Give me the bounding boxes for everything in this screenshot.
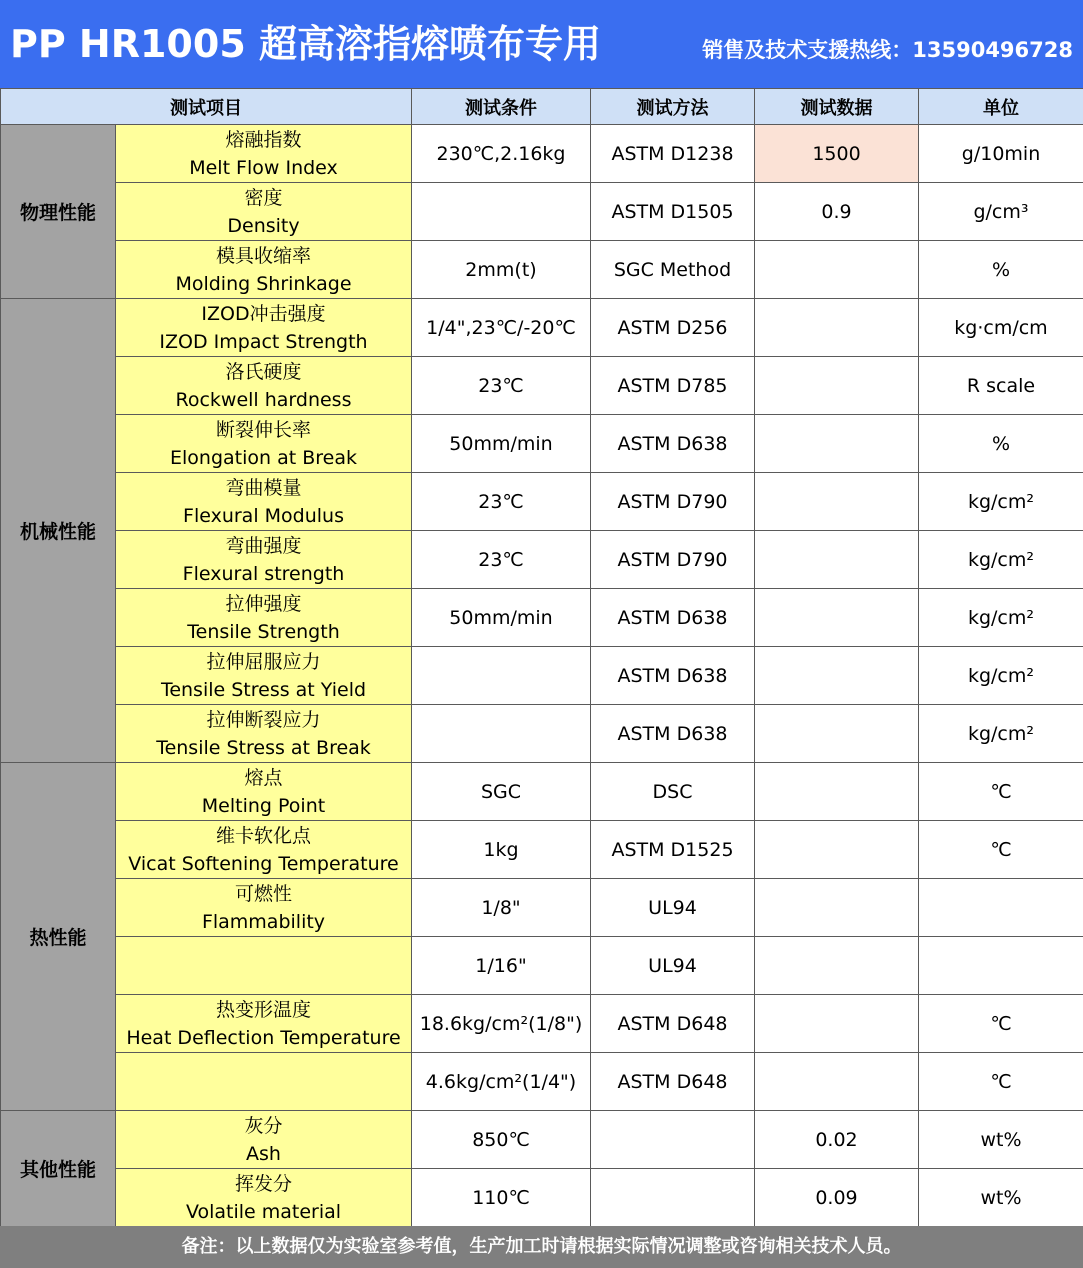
method-cell: ASTM D1505 [591,183,755,241]
item-cell [116,937,412,995]
item-name-zh: 拉伸断裂应力 [206,708,321,731]
item-cell [116,705,412,763]
category-mechanical: 机械性能 [1,299,116,763]
item-cell [116,647,412,705]
item-name-zh: 模具收缩率 [215,244,311,267]
method-cell: ASTM D1238 [591,125,755,183]
value-cell: 0.9 [755,183,919,241]
item-name-zh: 熔融指数 [225,128,302,151]
table-row [1,299,1083,357]
column-header: 测试项目 [1,89,412,125]
item-cell [116,299,412,357]
page-title: PP HR1005 超高溶指熔喷布专用 [10,22,601,66]
value-cell [755,763,919,821]
item-cell [116,763,412,821]
item-name-zh: 熔点 [244,766,283,789]
footer-note: 备注：以上数据仅为实验室参考值，生产加工时请根据实际情况调整或咨询相关技术人员。 [0,1226,1083,1268]
table-row [1,821,1083,879]
condition-cell [412,705,591,763]
table-row [1,1169,1083,1227]
item-name-zh: 断裂伸长率 [215,418,311,441]
method-cell: UL94 [591,879,755,937]
item-name-en: Density [227,214,300,237]
item-name-en: IZOD Impact Strength [159,330,368,353]
table-row [1,705,1083,763]
value-cell [755,879,919,937]
condition-cell [412,647,591,705]
unit-cell: kg·cm/cm [919,299,1083,357]
unit-cell: ℃ [919,995,1083,1053]
hotline-text: 销售及技术支援热线：13590496728 [702,38,1073,62]
item-name-en: Ash [246,1142,281,1165]
method-cell: ASTM D785 [591,357,755,415]
item-name-en: Flammability [201,910,326,933]
column-header: 测试数据 [755,89,919,125]
value-cell [755,995,919,1053]
condition-cell: 1/8" [412,879,591,937]
item-name-zh: 洛氏硬度 [225,360,302,383]
value-cell [755,705,919,763]
method-cell: ASTM D648 [591,995,755,1053]
condition-cell: 230℃,2.16kg [412,125,591,183]
item-name-en: Heat Deflection Temperature [126,1026,401,1049]
item-name-zh: 弯曲模量 [225,476,302,499]
item-name-zh: 挥发分 [234,1172,292,1195]
method-cell [591,1169,755,1227]
value-cell [755,589,919,647]
item-name-zh: 拉伸强度 [225,592,302,615]
item-name-zh: 热变形温度 [215,998,311,1021]
value-cell [755,473,919,531]
condition-cell: 18.6kg/cm²(1/8") [412,995,591,1053]
item-cell [116,531,412,589]
method-cell: ASTM D1525 [591,821,755,879]
method-cell: ASTM D790 [591,473,755,531]
condition-cell: 23℃ [412,473,591,531]
item-cell [116,473,412,531]
item-name-en: Melt Flow Index [189,156,338,179]
column-header: 单位 [919,89,1083,125]
table-row [1,125,1083,183]
method-cell: ASTM D638 [591,705,755,763]
table-row [1,1111,1083,1169]
value-cell [755,299,919,357]
item-cell [116,1111,412,1169]
item-name-zh: 弯曲强度 [225,534,302,557]
item-name-zh: 拉伸屈服应力 [206,650,321,673]
item-name-en: Elongation at Break [170,446,357,469]
item-cell [116,995,412,1053]
value-cell [755,357,919,415]
value-cell: 0.02 [755,1111,919,1169]
item-name-zh: 可燃性 [234,882,292,905]
condition-cell: 110℃ [412,1169,591,1227]
unit-cell: kg/cm² [919,647,1083,705]
method-cell: UL94 [591,937,755,995]
method-cell: ASTM D256 [591,299,755,357]
table-row [1,647,1083,705]
condition-cell: 1/4",23℃/-20℃ [412,299,591,357]
item-name-en: Melting Point [201,794,326,817]
condition-cell: 850℃ [412,1111,591,1169]
value-cell: 0.09 [755,1169,919,1227]
item-name-zh: 密度 [244,186,283,209]
condition-cell: 1/16" [412,937,591,995]
condition-cell [412,183,591,241]
item-cell [116,821,412,879]
unit-cell: % [919,241,1083,299]
unit-cell: % [919,415,1083,473]
item-cell [116,125,412,183]
item-cell [116,589,412,647]
value-cell [755,415,919,473]
unit-cell: kg/cm² [919,705,1083,763]
method-cell: ASTM D638 [591,647,755,705]
condition-cell: 50mm/min [412,415,591,473]
method-cell: ASTM D648 [591,1053,755,1111]
title-banner [0,0,1083,88]
item-name-zh: 维卡软化点 [215,824,311,847]
unit-cell: wt% [919,1169,1083,1227]
table-row [1,531,1083,589]
value-cell [755,1053,919,1111]
item-name-en: Tensile Stress at Break [156,736,371,759]
category-physical: 物理性能 [1,125,116,299]
value-cell [755,647,919,705]
condition-cell: SGC [412,763,591,821]
unit-cell [919,937,1083,995]
value-cell [755,821,919,879]
condition-cell: 1kg [412,821,591,879]
item-name-en: Vicat Softening Temperature [128,852,399,875]
condition-cell: 50mm/min [412,589,591,647]
condition-cell: 23℃ [412,531,591,589]
item-name-en: Rockwell hardness [175,388,352,411]
unit-cell: wt% [919,1111,1083,1169]
unit-cell: kg/cm² [919,473,1083,531]
table-row [1,937,1083,995]
method-cell: ASTM D790 [591,531,755,589]
item-name-en: Molding Shrinkage [175,272,352,295]
table-row [1,763,1083,821]
method-cell: DSC [591,763,755,821]
condition-cell: 23℃ [412,357,591,415]
table-header-row [1,89,1083,125]
table-row [1,473,1083,531]
unit-cell: g/10min [919,125,1083,183]
category-thermal: 热性能 [1,763,116,1111]
unit-cell: ℃ [919,821,1083,879]
item-cell [116,879,412,937]
item-name-zh: IZOD冲击强度 [201,302,326,325]
column-header: 测试方法 [591,89,755,125]
table-row [1,995,1083,1053]
method-cell: ASTM D638 [591,589,755,647]
unit-cell: ℃ [919,763,1083,821]
table-row [1,241,1083,299]
table-row [1,183,1083,241]
method-cell: ASTM D638 [591,415,755,473]
unit-cell: kg/cm² [919,531,1083,589]
unit-cell: ℃ [919,1053,1083,1111]
value-cell [755,937,919,995]
column-header: 测试条件 [412,89,591,125]
spec-table [0,88,1083,1227]
item-cell [116,1053,412,1111]
item-name-en: Tensile Stress at Yield [160,678,367,701]
item-name-en: Flexural strength [182,562,345,585]
method-cell: SGC Method [591,241,755,299]
value-cell [755,241,919,299]
item-cell [116,357,412,415]
table-row [1,879,1083,937]
table-row [1,357,1083,415]
condition-cell: 4.6kg/cm²(1/4") [412,1053,591,1111]
unit-cell: g/cm³ [919,183,1083,241]
item-cell [116,1169,412,1227]
unit-cell: kg/cm² [919,589,1083,647]
item-name-zh: 灰分 [244,1114,283,1137]
method-cell [591,1111,755,1169]
item-name-en: Tensile Strength [187,620,340,643]
unit-cell [919,879,1083,937]
condition-cell: 2mm(t) [412,241,591,299]
item-name-en: Volatile material [185,1200,342,1223]
table-row [1,589,1083,647]
table-row [1,1053,1083,1111]
value-cell [755,531,919,589]
item-cell [116,241,412,299]
unit-cell: R scale [919,357,1083,415]
category-other: 其他性能 [1,1111,116,1227]
table-row [1,415,1083,473]
item-cell [116,415,412,473]
item-cell [116,183,412,241]
item-name-en: Flexural Modulus [183,504,344,527]
value-cell: 1500 [755,125,919,183]
